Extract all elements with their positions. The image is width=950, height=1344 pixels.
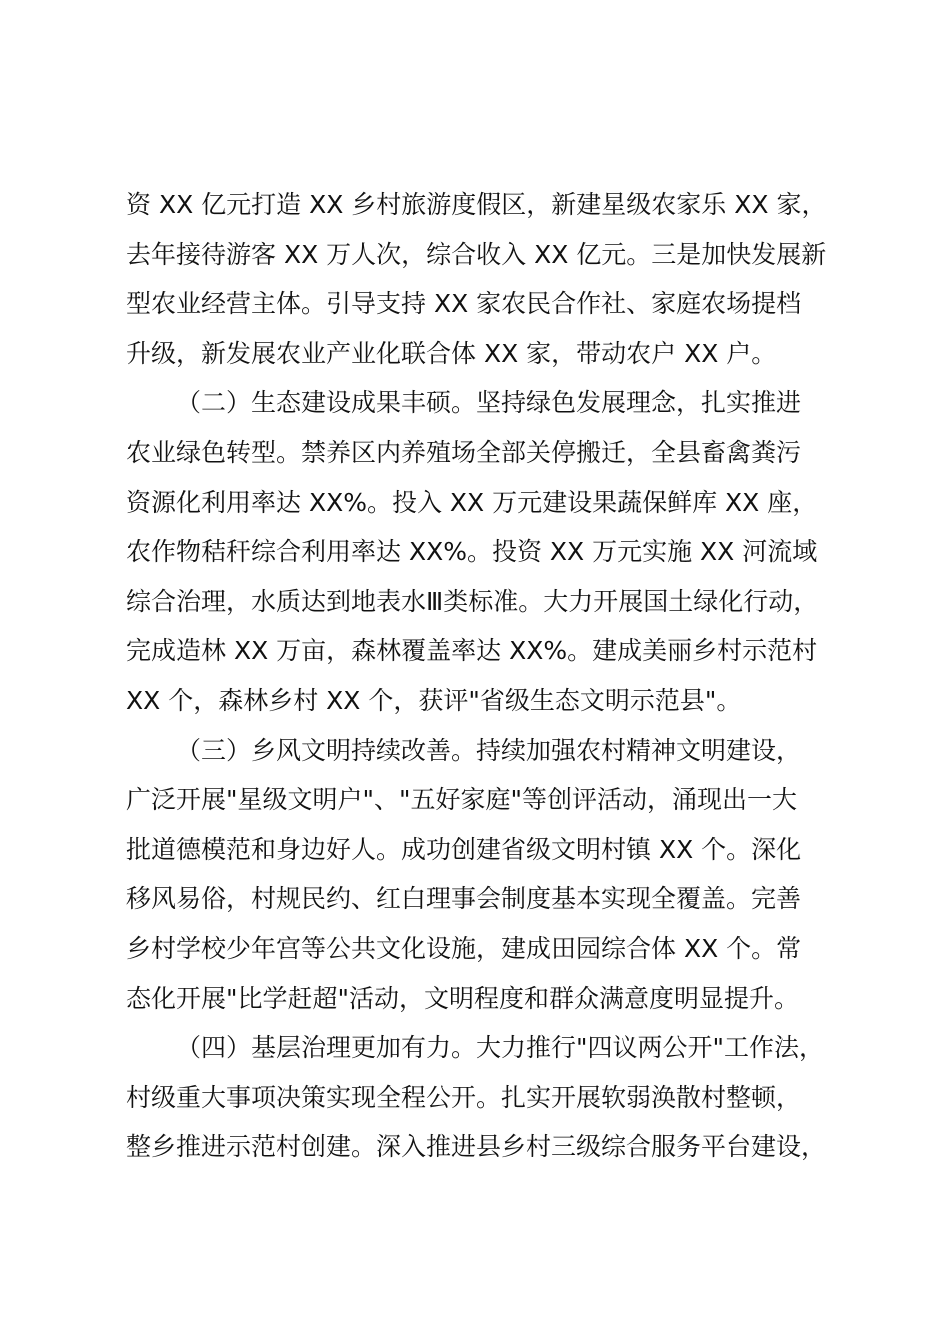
text-line: 资 XX 亿元打造 XX 乡村旅游度假区，新建星级农家乐 XX 家， [126,190,827,219]
text-line: 综合治理，水质达到地表水Ⅲ类标准。大力开展国土绿化行动， [126,586,819,616]
body-text [126,180,866,1172]
text-line: 态化开展"比学赶超"活动，文明程度和群众满意度明显提升。 [126,983,800,1013]
text-line: 村级重大事项决策实现全程公开。扎实开展软弱涣散村整顿， [126,1082,802,1112]
text-line: 广泛开展"星级文明户"、"五好家庭"等创评活动，涌现出一大 [126,785,797,815]
text-line: 农作物秸秆综合利用率达 XX%。投资 XX 万元实施 XX 河流域 [126,537,818,567]
text-line: 乡村学校少年宫等公共文化设施，建成田园综合体 XX 个。常 [126,933,802,963]
section-heading-line: （四）基层治理更加有力。大力推行"四议两公开"工作法， [176,1033,825,1063]
text-line: 移风易俗，村规民约、红白理事会制度基本实现全覆盖。完善 [126,884,802,914]
section-heading-line: （二）生态建设成果丰硕。坚持绿色发展理念，扎实推进 [176,388,802,418]
text-line: 农业绿色转型。禁养区内养殖场全部关停搬迁，全县畜禽粪污 [126,437,802,467]
text-line: 升级，新发展农业产业化联合体 XX 家，带动农户 XX 户。 [126,338,777,368]
text-line: 型农业经营主体。引导支持 XX 家农民合作社、家庭农场提档 [126,289,802,319]
text-line: 完成造林 XX 万亩，森林覆盖率达 XX%。建成美丽乡村示范村 [126,636,818,666]
text-line: 去年接待游客 XX 万人次，综合收入 XX 亿元。三是加快发展新 [126,239,827,269]
text-line: 批道德模范和身边好人。成功创建省级文明村镇 XX 个。深化 [126,834,802,864]
text-line: XX 个，森林乡村 XX 个，获评"省级生态文明示范县"。 [126,685,742,715]
section-heading-line: （三）乡风文明持续改善。持续加强农村精神文明建设， [176,735,802,765]
text-line: 整乡推进示范村创建。深入推进县乡村三级综合服务平台建设， [126,1132,827,1162]
text-line: 资源化利用率达 XX%。投入 XX 万元建设果蔬保鲜库 XX 座， [126,487,818,517]
